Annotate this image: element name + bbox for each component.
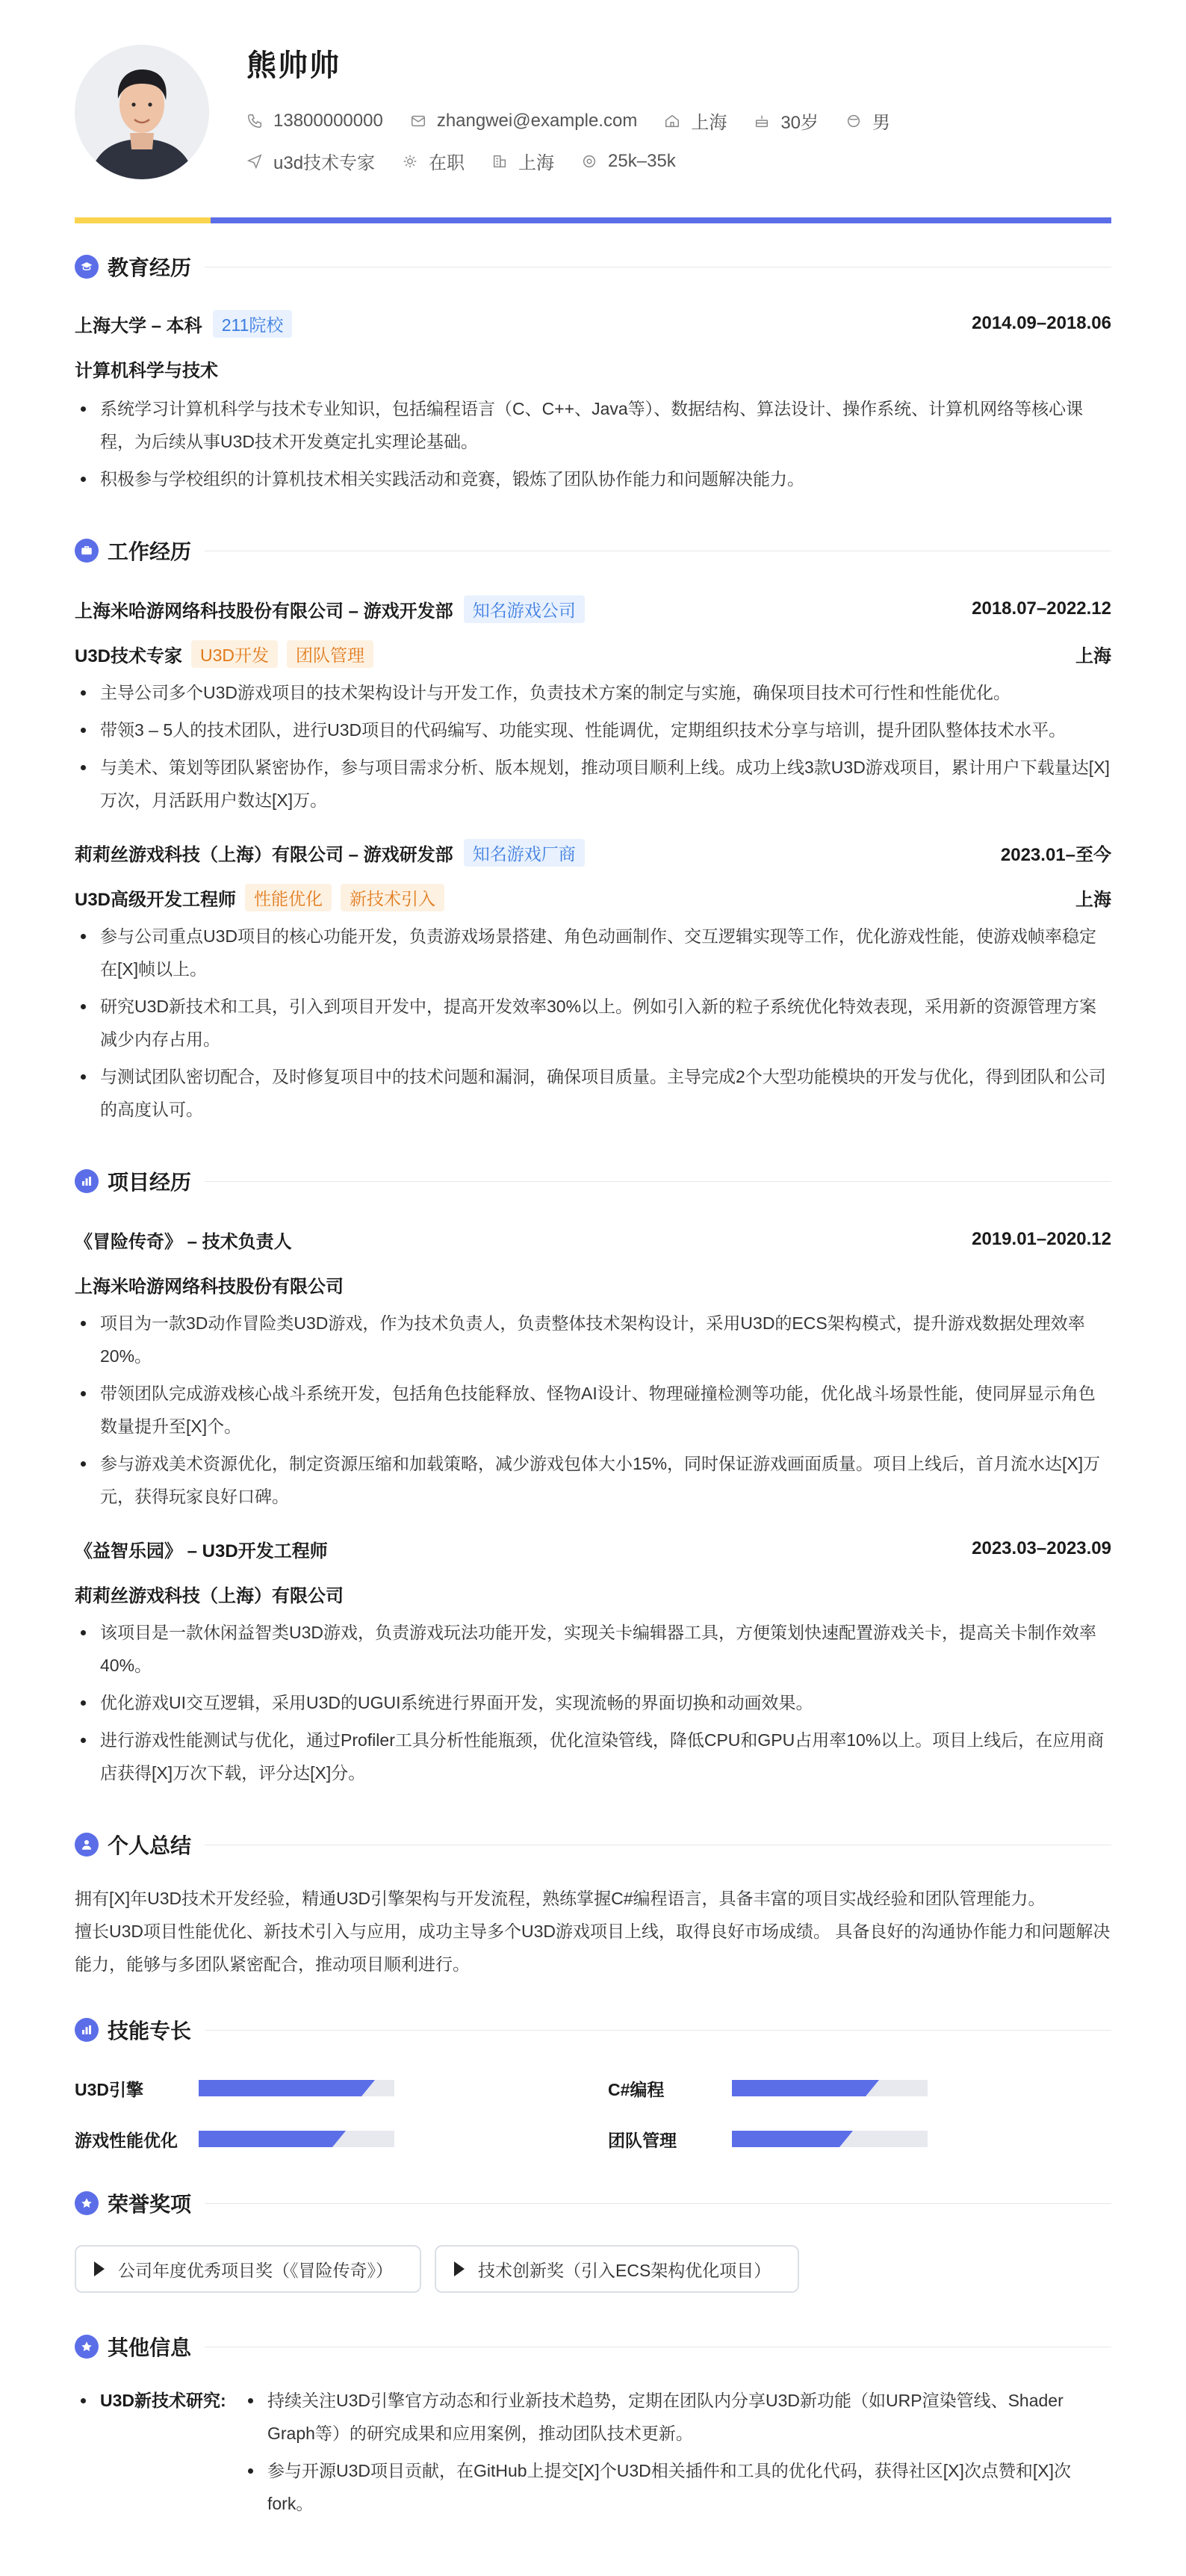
age-text: 30岁 <box>780 113 819 133</box>
salary-item <box>581 151 676 172</box>
awards-title: 荣誉奖项 <box>75 2188 1111 2218</box>
projects-section <box>75 1166 1111 1789</box>
target-city-text: 上海 <box>518 153 555 173</box>
skill-item <box>75 2070 578 2106</box>
project-bullets <box>75 1307 1111 1513</box>
contact-row <box>246 108 917 134</box>
coin-icon <box>581 153 597 170</box>
gender-item <box>845 108 890 134</box>
graduation-cap-icon <box>75 255 99 279</box>
job-location: 上海 <box>1075 889 1111 910</box>
education-head <box>75 310 1111 337</box>
skill-name: 游戏性能优化 <box>75 2130 178 2150</box>
list-item: 带领团队完成游戏核心战斗系统开发，包括角色技能释放、怪物AI设计、物理碰撞检测等功能，优化战斗场景性能，使同屏显示角色数量提升至[X]个。 <box>75 1377 1111 1443</box>
target-city-item <box>491 148 554 174</box>
job-bullets <box>75 920 1111 1126</box>
project-company: 上海米哈游网络科技股份有限公司 <box>75 1276 344 1297</box>
list-item: 进行游戏性能测试与优化，通过Profiler工具分析性能瓶颈，优化渲染管线，降低CPU和GPU占用率10%以上。项目上线后，在应用商店获得[X]万次下载，评分达[X]分。 <box>75 1724 1111 1789</box>
award-icon <box>75 2335 99 2359</box>
header-divider <box>75 217 1111 223</box>
city-item <box>664 108 727 134</box>
skill-name: 团队管理 <box>608 2130 677 2150</box>
company-name: 莉莉丝游戏科技（上海）有限公司 – 游戏研发部 <box>75 844 453 865</box>
company-tag: 知名游戏公司 <box>464 595 585 623</box>
skill-tag: 团队管理 <box>287 640 373 668</box>
salary-text: 25k–35k <box>608 150 676 171</box>
company-tag: 知名游戏厂商 <box>464 839 585 867</box>
major: 计算机科学与技术 <box>75 360 218 381</box>
email-item <box>410 111 638 131</box>
others-section <box>75 2332 1111 2520</box>
list-item: 积极参与学校组织的计算机技术相关实践活动和竞赛，锻炼了团队协作能力和问题解决能力。 <box>75 462 1111 495</box>
project-head <box>75 1226 1111 1253</box>
education-title: 教育经历 <box>75 252 1111 282</box>
summary-section <box>75 1830 1111 1981</box>
briefcase-icon <box>75 539 99 563</box>
skill-name: U3D引擎 <box>75 2079 144 2099</box>
cake-icon <box>754 113 770 129</box>
project-company: 莉莉丝游戏科技（上海）有限公司 <box>75 1585 344 1606</box>
skills-section <box>75 2015 1111 2157</box>
list-item: 优化游戏UI交互逻辑，采用U3D的UGUI系统进行界面开发，实现流畅的界面切换和动画效果。 <box>75 1686 1111 1719</box>
job-role: U3D高级开发工程师 <box>75 889 237 910</box>
skill-bar-fill <box>732 2080 866 2096</box>
skill-bar-fill <box>199 2080 361 2096</box>
other-bullets <box>242 2384 1111 2520</box>
skill-bar <box>199 2131 394 2147</box>
skills-title: 技能专长 <box>75 2015 1111 2045</box>
award-icon <box>75 2191 99 2215</box>
other-key: U3D新技术研究: <box>75 2384 242 2520</box>
skill-bar <box>732 2131 928 2147</box>
list-item: 参与公司重点U3D项目的核心功能开发，负责游戏场景搭建、角色动画制作、交互逻辑实现等工作，优化游戏性能，使游戏帧率稳定在[X]帧以上。 <box>75 920 1111 985</box>
project-name: 《冒险传奇》 – 技术负责人 <box>75 1231 292 1252</box>
mail-icon <box>410 113 426 129</box>
skill-bar-fill <box>199 2131 332 2147</box>
award-item: 公司年度优秀项目奖（《冒险传奇》） <box>75 2245 421 2293</box>
skill-item <box>608 2121 1111 2157</box>
project-bullets <box>75 1616 1111 1789</box>
skill-name: C#编程 <box>608 2079 665 2099</box>
job-period: 2018.07–2022.12 <box>972 598 1111 619</box>
play-icon <box>94 2261 105 2276</box>
position-item <box>246 148 375 174</box>
project-name: 《益智乐园》 – U3D开发工程师 <box>75 1541 328 1561</box>
job-role-row <box>75 640 1111 667</box>
job-role-row <box>75 884 1111 911</box>
job-bullets <box>75 676 1111 817</box>
skill-bar-fill <box>732 2131 839 2147</box>
list-item: 项目为一款3D动作冒险类U3D游戏，作为技术负责人，负责整体技术架构设计，采用U3D的ECS架构模式，提升游戏数据处理效率20%。 <box>75 1307 1111 1372</box>
gender-text: 男 <box>872 113 891 133</box>
education-period: 2014.09–2018.06 <box>972 313 1111 333</box>
phone-icon <box>246 113 263 129</box>
skills-grid <box>75 2070 1111 2157</box>
age-item <box>754 108 819 134</box>
avatar <box>75 45 209 179</box>
list-item: 与测试团队密切配合，及时修复项目中的技术问题和漏洞，确保项目质量。主导完成2个大型功能模块的开发与优化，得到团队和公司的高度认可。 <box>75 1060 1111 1126</box>
status-text: 在职 <box>429 153 465 173</box>
candidate-name: 熊帅帅 <box>246 49 341 82</box>
skill-bar <box>199 2080 394 2096</box>
gender-icon <box>845 113 862 129</box>
skill-tag: 性能优化 <box>245 884 332 911</box>
skill-item <box>608 2070 1111 2106</box>
company-name: 上海米哈游网络科技股份有限公司 – 游戏开发部 <box>75 601 453 622</box>
job-head <box>75 595 1111 622</box>
resume-header <box>75 0 1111 219</box>
skill-tag: 新技术引入 <box>341 884 444 911</box>
school-name: 上海大学 – 本科 <box>75 315 202 336</box>
status-item <box>402 148 465 174</box>
skill-bar <box>732 2080 928 2096</box>
skill-tag: U3D开发 <box>191 640 278 668</box>
send-icon <box>246 153 263 170</box>
phone-text: 13800000000 <box>273 110 383 131</box>
others-title: 其他信息 <box>75 2332 1111 2362</box>
chart-icon <box>75 1169 99 1193</box>
list-item: 参与游戏美术资源优化，制定资源压缩和加载策略，减少游戏包体大小15%，同时保证游戏画面质量。项目上线后，首月流水达[X]万元，获得玩家良好口碑。 <box>75 1447 1111 1513</box>
city-text: 上海 <box>691 113 727 133</box>
list-item: 参与开源U3D项目贡献，在GitHub上提交[X]个U3D相关插件和工具的优化代码，获得社区[X]次点赞和[X]次fork。 <box>242 2454 1111 2520</box>
project-period: 2019.01–2020.12 <box>972 1229 1111 1249</box>
work-title: 工作经历 <box>75 536 1111 566</box>
phone-item <box>246 111 383 131</box>
chart-icon <box>75 2018 99 2042</box>
project-head <box>75 1535 1111 1562</box>
job-head <box>75 839 1111 866</box>
list-item: 带领3 – 5人的技术团队，进行U3D项目的代码编写、功能实现、性能调优，定期组织技术分享与培训，提升团队整体技术水平。 <box>75 713 1111 746</box>
other-item <box>75 2384 1111 2520</box>
email-text: zhangwei@example.com <box>436 110 638 131</box>
list-item: 系统学习计算机科学与技术专业知识，包括编程语言（C、C++、Java等）、数据结构、算法设计、操作系统、计算机网络等核心课程，为后续从事U3D技术开发奠定扎实理论基础。 <box>75 392 1111 458</box>
skill-item <box>75 2121 578 2157</box>
awards-list <box>75 2245 1111 2293</box>
user-icon <box>75 1833 99 1857</box>
position-text: u3d技术专家 <box>273 153 376 173</box>
list-item: 主导公司多个U3D游戏项目的技术架构设计与开发工作，负责技术方案的制定与实施，确保项目技术可行性和性能优化。 <box>75 676 1111 709</box>
list-item: 该项目是一款休闲益智类U3D游戏，负责游戏玩法功能开发，实现关卡编辑器工具，方便策划快速配置游戏关卡，提高关卡制作效率40%。 <box>75 1616 1111 1682</box>
gear-icon <box>402 153 418 170</box>
summary-title: 个人总结 <box>75 1830 1111 1860</box>
job-location: 上海 <box>1075 645 1111 666</box>
building-icon <box>491 153 508 170</box>
work-section <box>75 536 1111 1126</box>
school-tag: 211院校 <box>213 310 293 338</box>
awards-section <box>75 2188 1111 2293</box>
play-icon <box>454 2261 465 2276</box>
home-icon <box>664 113 680 129</box>
projects-title: 项目经历 <box>75 1166 1111 1196</box>
job-intent-row <box>246 148 703 174</box>
list-item: 与美术、策划等团队紧密协作，参与项目需求分析、版本规划，推动项目顺利上线。成功上线3款U3D游戏项目，累计用户下载量达[X]万次，月活跃用户数达[X]万。 <box>75 751 1111 817</box>
project-period: 2023.03–2023.09 <box>972 1538 1111 1558</box>
education-bullets <box>75 392 1111 495</box>
list-item: 持续关注U3D引擎官方动态和行业新技术趋势，定期在团队内分享U3D新功能（如URP渲染管线、Shader Graph等）的研究成果和应用案例，推动团队技术更新。 <box>242 2384 1111 2450</box>
job-role: U3D技术专家 <box>75 645 183 666</box>
award-item: 技术创新奖（引入ECS架构优化项目） <box>435 2245 799 2293</box>
list-item: 研究U3D新技术和工具，引入到项目开发中，提高开发效率30%以上。例如引入新的粒子系统优化特效表现，采用新的资源管理方案减少内存占用。 <box>75 990 1111 1056</box>
job-period: 2023.01–至今 <box>1000 844 1111 865</box>
education-section <box>75 252 1111 495</box>
summary-text: 拥有[X]年U3D技术开发经验，精通U3D引擎架构与开发流程，熟练掌握C#编程语言，具备丰富的项目实战经验和团队管理能力。 擅长U3D项目性能优化、新技术引入与应用，成功主导多个U3D游戏项目上线，取得良好市场成绩。 具备良好的沟通协作能力和问题解决能力，能够与多团队紧密配合，推动项目顺利进行。 <box>75 1889 1111 1974</box>
